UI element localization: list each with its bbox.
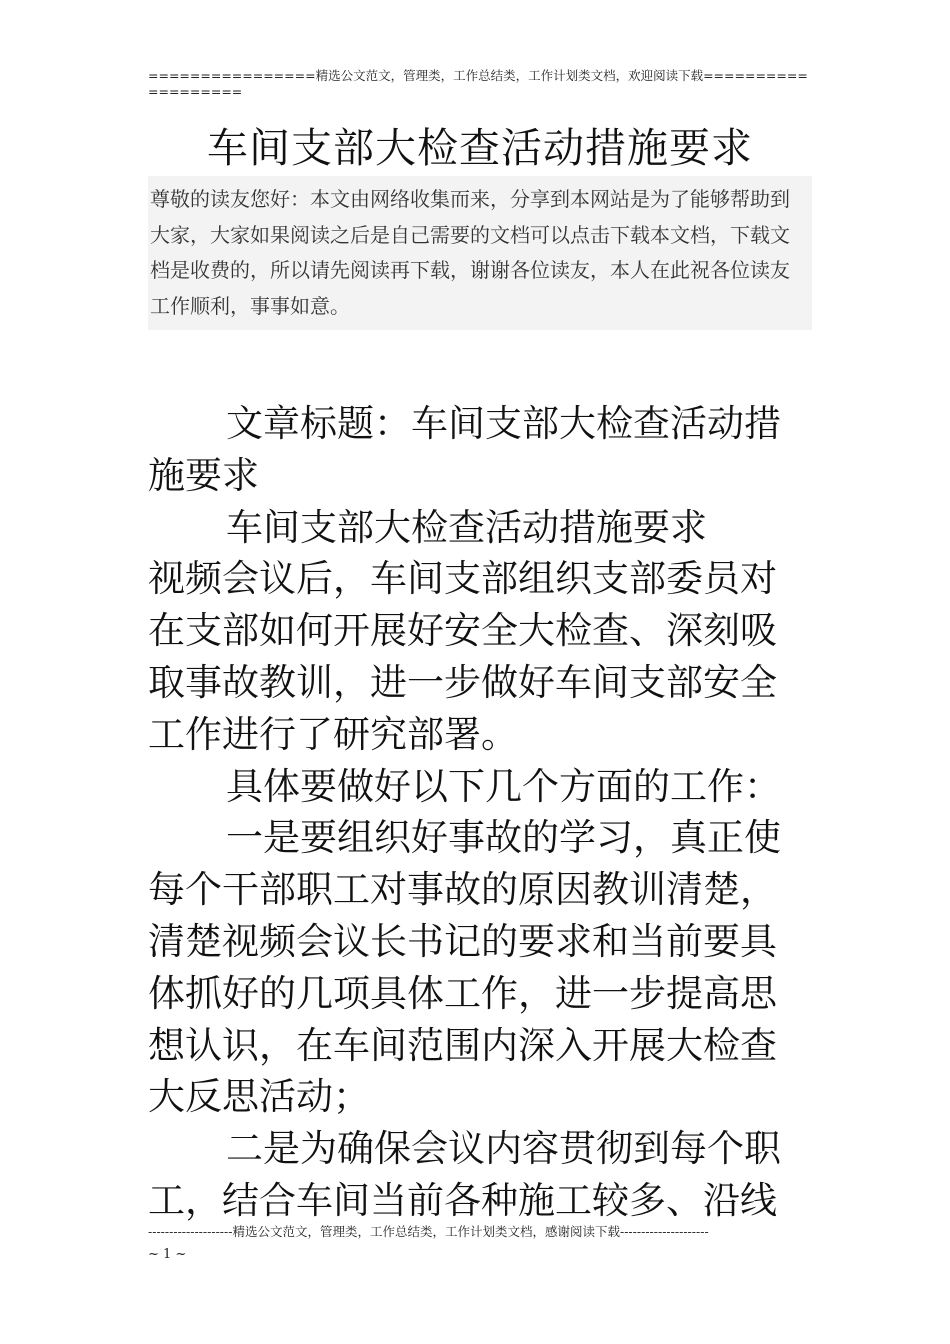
document-body	[148, 398, 804, 1227]
document-title: 车间支部大检查活动措施要求	[207, 124, 753, 172]
body-paragraph: 具体要做好以下几个方面的工作：	[226, 764, 781, 808]
reader-notice-text: 尊敬的读友您好：本文由网络收集而来，分享到本网站是为了能够帮助到大家，大家如果阅读之后是自己需要的文档可以点击下载本文档，下载文档是收费的，所以请先阅读再下载，谢谢各位读友，本人在此祝各位读友工作顺利，事事如意。	[150, 187, 790, 318]
footer-banner: --------------------精选公文范文，管理类，工作总结类，工作计划类文档，感谢阅读下载---------------------	[148, 1224, 709, 1239]
body-paragraph: 视频会议后，车间支部组织支部委员对在支部如何开展好安全大检查、深刻吸取事故教训，进一步做好车间支部安全工作进行了研究部署。	[148, 557, 777, 756]
header-banner: ================精选公文范文，管理类，工作总结类，工作计划类文档，欢迎阅读下载===================	[148, 68, 808, 99]
article-title-paragraph: 文章标题：车间支部大检查活动措施要求	[148, 402, 781, 497]
page-number: ~ 1 ~	[148, 1247, 187, 1262]
body-paragraph: 二是为确保会议内容贯彻到每个职工，结合车间当前各种施工较多、沿线	[148, 1127, 781, 1222]
body-heading-paragraph: 车间支部大检查活动措施要求	[226, 505, 707, 549]
body-paragraph: 一是要组织好事故的学习，真正使每个干部职工对事故的原因教训清楚，清楚视频会议长书记的要求和当前要具体抓好的几项具体工作，进一步提高思想认识，在车间范围内深入开展大检查大反思活动；	[148, 816, 781, 1119]
reader-notice-box	[148, 176, 812, 330]
